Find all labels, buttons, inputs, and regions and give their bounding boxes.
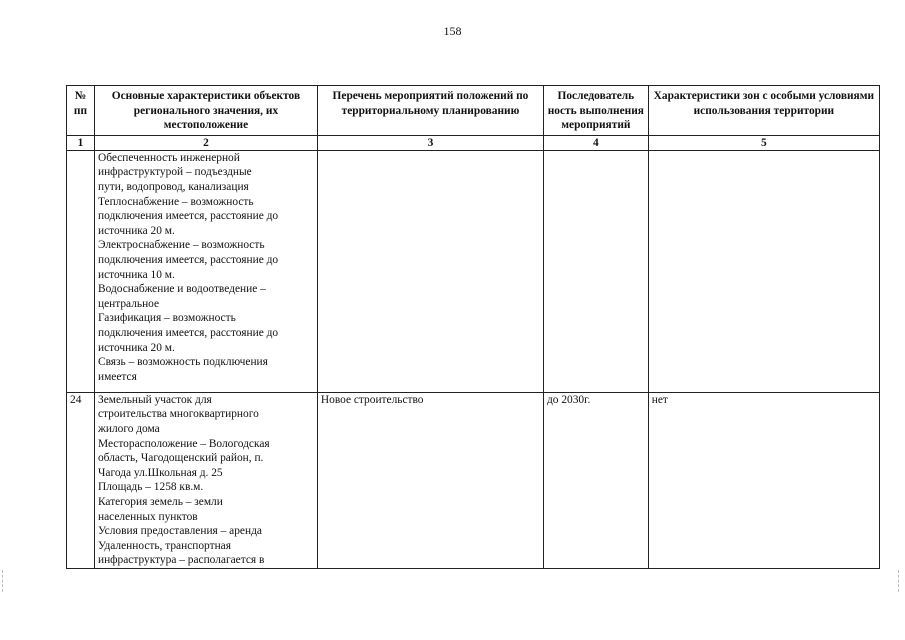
text-line: источника 20 м. [97, 224, 175, 237]
text-line: Газификация – возможность [97, 312, 236, 325]
characteristics-cell [94, 392, 317, 568]
text-line: инфраструктурой – подъездные [97, 166, 252, 179]
page-number: 158 [443, 24, 462, 38]
text-line: Земельный участок для [97, 393, 212, 406]
text-line: Электроснабжение – возможность [97, 239, 265, 252]
text-line: подключения имеется, расстояние до [97, 253, 279, 266]
planning-table [66, 85, 880, 569]
header-sequence: Последователь ность выполнения мероприятий [543, 86, 648, 136]
text-line: имеется [97, 370, 137, 383]
text-line: пути, водопровод, канализация [97, 180, 249, 193]
text-line: подключения имеется, расстояние до [97, 210, 279, 223]
column-number: 3 [317, 135, 543, 150]
text-line: Площадь – 1258 кв.м. [97, 481, 204, 494]
sequence-cell [543, 150, 648, 392]
header-measures: Перечень мероприятий положений по территориальному планированию [317, 86, 543, 136]
table-header-row [67, 86, 880, 136]
text-line: Водоснабжение и водоотведение – [97, 283, 266, 296]
text-line: Категория земель – земли [97, 495, 223, 508]
column-number: 4 [543, 135, 648, 150]
characteristics-cell [94, 150, 317, 392]
text-line: центральное [97, 297, 160, 310]
text-line: Теплоснабжение – возможность [97, 195, 254, 208]
text-line: Чагода ул.Школьная д. 25 [97, 466, 223, 479]
text-line: источника 10 м. [97, 268, 175, 281]
table-row [67, 150, 880, 392]
scan-edge-mark [898, 570, 905, 592]
scan-edge-mark [2, 570, 11, 592]
text-line: Месторасположение – Вологодская [97, 437, 270, 450]
text-line: инфраструктура – располагается в [97, 554, 265, 567]
text-line: Связь – возможность подключения [97, 356, 268, 369]
text-line: Обеспеченность инженерной [97, 151, 240, 164]
text-line: Удаленность, транспортная [97, 539, 231, 552]
text-line: область, Чагодощенский район, п. [97, 452, 264, 465]
measures-cell [317, 150, 543, 392]
text-line: жилого дома [97, 422, 160, 435]
row-number-cell [67, 150, 95, 392]
sequence-cell: до 2030г. [543, 392, 648, 568]
column-number-row [67, 135, 880, 150]
text-line: Условия предоставления – аренда [97, 525, 262, 538]
text-line: источника 20 м. [97, 341, 175, 354]
table-row [67, 392, 880, 568]
zones-cell [648, 150, 879, 392]
column-number: 1 [67, 135, 95, 150]
row-number-cell: 24 [67, 392, 95, 568]
zones-cell: нет [648, 392, 879, 568]
header-zones: Характеристики зон с особыми условиями использования территории [648, 86, 879, 136]
measures-cell: Новое строительство [317, 392, 543, 568]
text-line: строительства многоквартирного [97, 408, 259, 421]
column-number: 5 [648, 135, 879, 150]
text-line: населенных пунктов [97, 510, 198, 523]
header-characteristics: Основные характеристики объектов регионального значения, их местоположение [94, 86, 317, 136]
text-line: подключения имеется, расстояние до [97, 326, 279, 339]
column-number: 2 [94, 135, 317, 150]
header-num: № пп [67, 86, 95, 136]
